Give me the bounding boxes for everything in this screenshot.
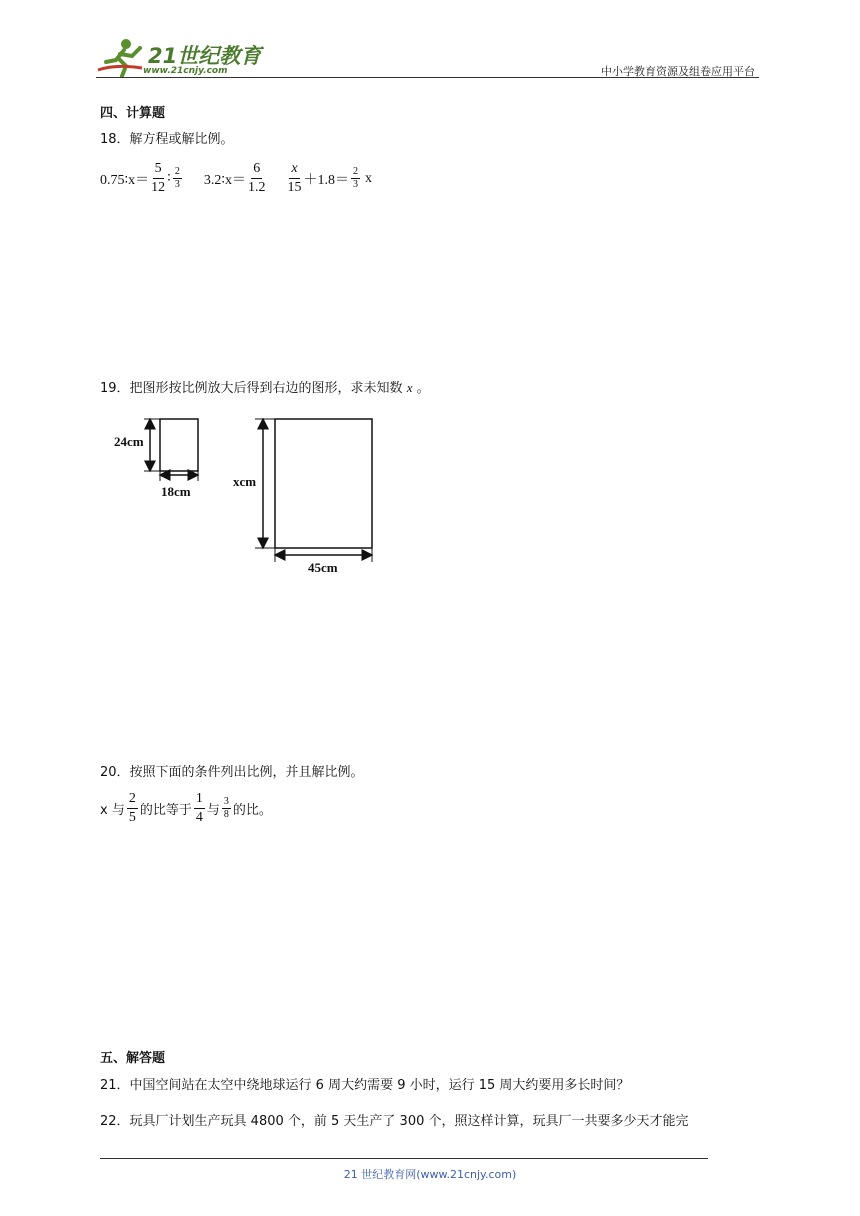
- logo-title: 21世纪教育: [148, 44, 262, 68]
- eq2-fraction: $\frac{6}{1.2}$: [247, 161, 266, 195]
- section-title-answers: 五、解答题: [100, 1051, 166, 1066]
- small-width-label: 18cm: [161, 484, 191, 499]
- header-platform-text: 中小学教育资源及组卷应用平台: [601, 65, 755, 78]
- large-rectangle: [275, 419, 372, 548]
- q20-fraction-2: $\frac{1}{4}$: [195, 791, 203, 825]
- eq1-lhs: 0.75∶x＝: [100, 172, 150, 188]
- eq2-lhs: 3.2∶x＝: [203, 172, 246, 188]
- question-20-condition: x 与 $\frac{2}{5}$ 的比等于 $\frac{1}{4}$ 与 $\frac{3}{8}$ 的比。: [100, 791, 272, 825]
- question-18-prompt: 18．解方程或解比例。: [100, 132, 234, 147]
- large-height-label: xcm: [233, 474, 257, 489]
- q20-fraction-1: $\frac{2}{5}$: [128, 791, 136, 825]
- small-height-label: 24cm: [114, 434, 144, 449]
- eq3-middle: ＋1.8＝: [303, 172, 349, 188]
- eq1-colon: ∶: [167, 171, 171, 186]
- question-22-text: 22．玩具厂计划生产玩具 4800 个，前 5 天生产了 300 个，照这样计算，玩具厂一共要多少天才能完: [100, 1114, 689, 1129]
- small-rectangle: [160, 419, 198, 471]
- large-width-label: 45cm: [308, 560, 338, 575]
- question-18-equations: [100, 160, 372, 197]
- eq1-fraction-1: $\frac{5}{12}$: [151, 161, 166, 195]
- section-title-calc: 四、计算题: [100, 106, 166, 121]
- eq3-fraction-1: $\frac{x}{15}$: [287, 161, 302, 195]
- question-20-prompt: 20．按照下面的条件列出比例，并且解比例。: [100, 765, 364, 780]
- logo-url: www.21cnjy.com: [143, 66, 228, 76]
- footer-link[interactable]: 21 世纪教育网(www.21cnjy.com): [343, 1168, 517, 1181]
- question-19-figures: [100, 405, 400, 580]
- eq1-fraction-2: $\frac{2}{3}$: [174, 166, 180, 190]
- footer-divider: [100, 1158, 708, 1159]
- header-divider: [96, 77, 759, 78]
- question-19-prompt: 19．把图形按比例放大后得到右边的图形，求未知数 x 。: [100, 380, 430, 396]
- question-19-var: x: [406, 380, 413, 395]
- eq3-tail: x: [364, 170, 372, 186]
- eq3-fraction-2: $\frac{2}{3}$: [352, 166, 358, 190]
- q20-fraction-3: $\frac{3}{8}$: [223, 796, 229, 820]
- question-21-text: 21．中国空间站在太空中绕地球运行 6 周大约需要 9 小时，运行 15 周大约要用多长时间？: [100, 1078, 630, 1093]
